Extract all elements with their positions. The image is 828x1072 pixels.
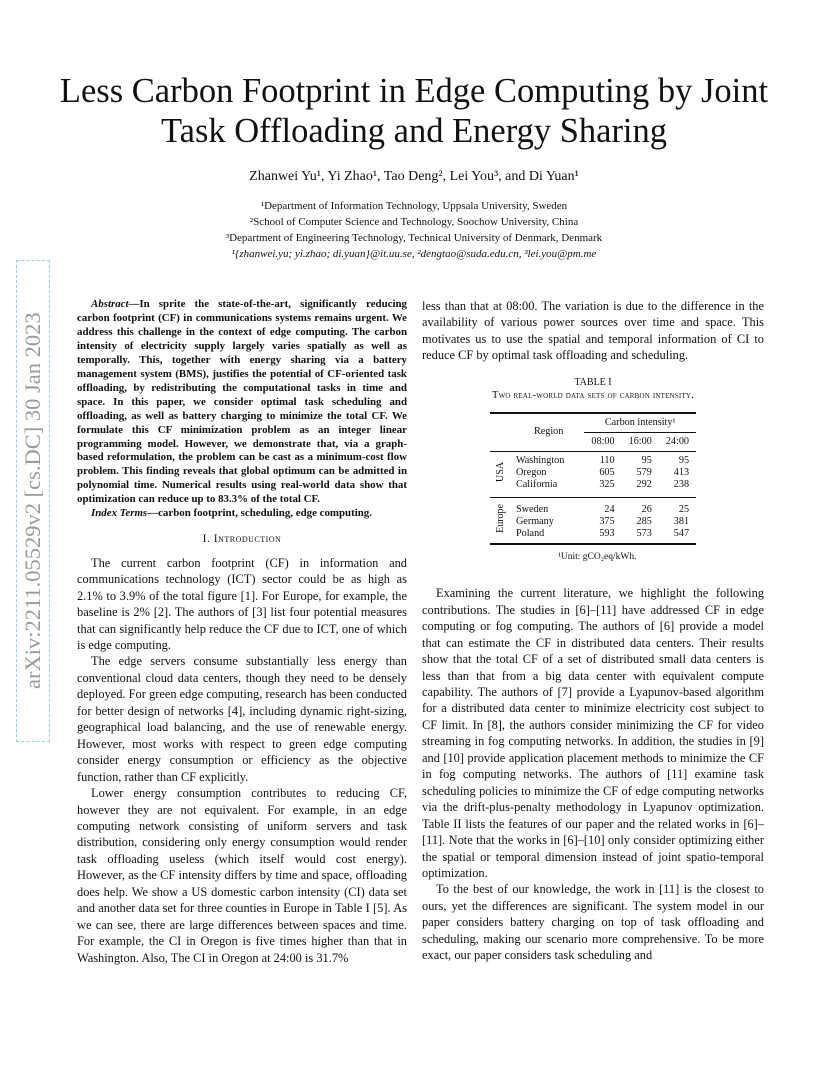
- region-label-europe: Europe: [490, 497, 512, 544]
- spacer: [422, 565, 764, 585]
- affiliation-3: ³Department of Engineering Technology, Technical University of Denmark, Denmark: [225, 232, 603, 244]
- table-row: [490, 516, 696, 528]
- table-cell: 413: [673, 466, 690, 478]
- affiliation-1: ¹Department of Information Technology, Uppsala University, Sweden: [260, 200, 568, 212]
- table-row: [490, 467, 696, 479]
- table-cell: 95: [622, 451, 659, 467]
- intro-paragraph-3-continued: less than that at 08:00. The variation is due to the difference in the availability of various power sources over time and space. This motivates us to use the spatial and temporal information of CI to reduce CF by optimal task offloading and scheduling.: [422, 299, 764, 363]
- table-cell-city: Germany: [515, 515, 554, 527]
- table-header-carbon-intensity: Carbon intensity¹: [584, 413, 696, 433]
- table-cell: 593: [584, 528, 621, 544]
- intro-paragraph-2: The edge servers consume substantially less energy than conventional cloud data centers, though they need to be densely deployed. For green edge computing, research has been conducted for better design of networks [4], including dynamic right-sizing, geographical load balancing, and the use of renewable energy. However, most works with respect to green edge computing consider energy consumption or efficiency as the objective function, rather than CF explicitly.: [77, 654, 407, 784]
- table-footnote: ¹Unit: gCO₂eq/kWh.: [558, 551, 637, 562]
- intro-paragraph-3: Lower energy consumption contributes to reducing CF, however they are not equivalent. For example, in an edge computing network consisting of uniform servers and task distribution, considering only energy consumption would render task offloading useless (which itself would cost energy). However, as the CF intensity differs by time and space, offloading does help. We show a US domestic carbon intensity (CI) data set and another data set for three counties in Europe in Table I [5]. As we can see, there are large differences between spaces and time. For example, the CI in Oregon is five times higher than that in Washington. Also, The CI in Oregon at 24:00 is 31.7%: [77, 786, 407, 965]
- paper-title: Less Carbon Footprint in Edge Computing by Joint Task Offloading and Energy Sharing: [59, 72, 769, 150]
- table-cell: 547: [659, 528, 696, 544]
- index-terms-lead: Index Terms: [91, 507, 148, 520]
- table-cell: 381: [673, 515, 690, 527]
- contributions-paragraph: Examining the current literature, we highlight the following contributions. The studies in [6]–[11] have addressed CF in edge computing or fog computing. The authors of [6] provide a model that can estimate the CF in distributed data centers. Their results show that the total CF of a set of distributed small data centers is less than that from a big data center with equivalent compute capability. The authors of [7] provide a Lyapunov-based algorithm for a distributed data center to minimize electricity cost subject to CF limit. In [8], the authors consider minimizing the CF for video streaming in fog computing networks. In addition, the studies in [9] and [10] provide application placement methods to minimize the CF in fog computing networks. The authors of [11] examine task scheduling policies to minimize the CF of edge computing networks via the drift-plus-penalty methodology in Lyapunov optimization. Table II lists the features of our paper and the related works in [6]–[11]. Note that the works in [6]–[10] only consider optimizing either the spatial or temporal dimension instead of joint spatio-temporal optimization.: [422, 586, 764, 880]
- table-cell: 110: [584, 451, 621, 467]
- author-list: Zhanwei Yu¹, Yi Zhao¹, Tao Deng², Lei You³, and Di Yuan¹: [249, 169, 579, 184]
- table-cell-city: Oregon: [515, 466, 547, 478]
- table-header-time: 08:00: [591, 435, 615, 447]
- region-label-usa: USA: [490, 451, 512, 497]
- table-caption: [422, 376, 764, 402]
- table-cell: 26: [622, 497, 659, 516]
- table-cell-city: Washington: [512, 451, 584, 467]
- table-cell: 292: [636, 478, 652, 490]
- carbon-intensity-table: [490, 412, 696, 545]
- table-cell-city: Poland: [512, 528, 584, 544]
- section-heading-introduction: I. Introduction: [202, 533, 282, 546]
- table-cell: 95: [659, 451, 696, 467]
- abstract-text: —In sprite the state-of-the-art, significantly reducing carbon footprint (CF) in communications systems remains urgent. We address this challenge in the context of edge computing. The carbon intensity of electricity supply largely varies spatially as well as temporally. This, together with energy sharing via a battery management system (BMS), justifies the potential of CF-oriented task offloading, by redistributing the computational tasks in time and space. In this paper, we consider optimal task scheduling and offloading, as well as battery charging to minimize the total CF. We formulate this CF minimization problem as an integer linear programming model. However, we demonstrate that, via a graph-based reformulation, the problem can be cast as a minimum-cost flow problem. This finding reveals that global optimum can be admitted in polynomial time. Numerical results using real-world data show that optimization can reduce up to 83.3% of the total CF.: [77, 298, 407, 506]
- table-row: [490, 528, 696, 544]
- table-cell: 238: [673, 478, 690, 490]
- affiliations: [0, 198, 828, 262]
- table-header-time: 16:00: [628, 435, 652, 447]
- table-cell: 25: [659, 497, 696, 516]
- table-cell: 579: [636, 466, 652, 478]
- abstract: [77, 298, 407, 507]
- table-title: Two real-world data sets of carbon intensity.: [492, 389, 694, 401]
- author-emails: ¹{zhanwei.yu; yi.zhao; di.yuan}@it.uu.se, ²dengtao@suda.edu.cn, ³lei.you@pm.me: [231, 248, 597, 260]
- left-column: [77, 298, 407, 966]
- arxiv-identifier: arXiv:2211.05529v2 [cs.DC] 30 Jan 2023: [18, 262, 48, 740]
- table-cell: 573: [622, 528, 659, 544]
- table-row: [490, 479, 696, 498]
- index-terms-text: —carbon footprint, scheduling, edge computing.: [147, 507, 372, 520]
- table-row: [490, 497, 696, 516]
- table-label: TABLE I: [574, 376, 612, 388]
- table-cell: 605: [599, 466, 615, 478]
- abstract-lead: Abstract: [91, 298, 129, 310]
- right-column: [422, 298, 764, 964]
- related-work-paragraph: To the best of our knowledge, the work in [11] is the closest to ours, yet the differences are significant. The system model in our paper considers battery charging on top of task offloading and scheduling, making our scenario more comprehensive. To be more exact, our paper considers task scheduling and: [422, 882, 764, 963]
- table-cell: 325: [599, 478, 615, 490]
- table-header-time: 24:00: [665, 435, 690, 447]
- table-cell: 285: [636, 515, 652, 527]
- index-terms: [77, 507, 407, 521]
- table-cell: 375: [599, 515, 615, 527]
- intro-paragraph-1: The current carbon footprint (CF) in information and communications technology (ICT) sector could be as high as 2.1% to 3.9% of the total figure [1]. For Europe, for example, the baseline is 2% [2]. The authors of [3] list four potential measures that can significantly help reduce the CF due to ICT, one of which is edge computing.: [77, 555, 407, 652]
- table-cell-city: Sweden: [512, 497, 584, 516]
- table-row: [490, 451, 696, 467]
- table-cell: 24: [584, 497, 621, 516]
- table-cell-city: California: [515, 478, 558, 490]
- affiliation-2: ²School of Computer Science and Technology, Soochow University, China: [249, 216, 579, 228]
- table-header-region: Region: [490, 413, 584, 452]
